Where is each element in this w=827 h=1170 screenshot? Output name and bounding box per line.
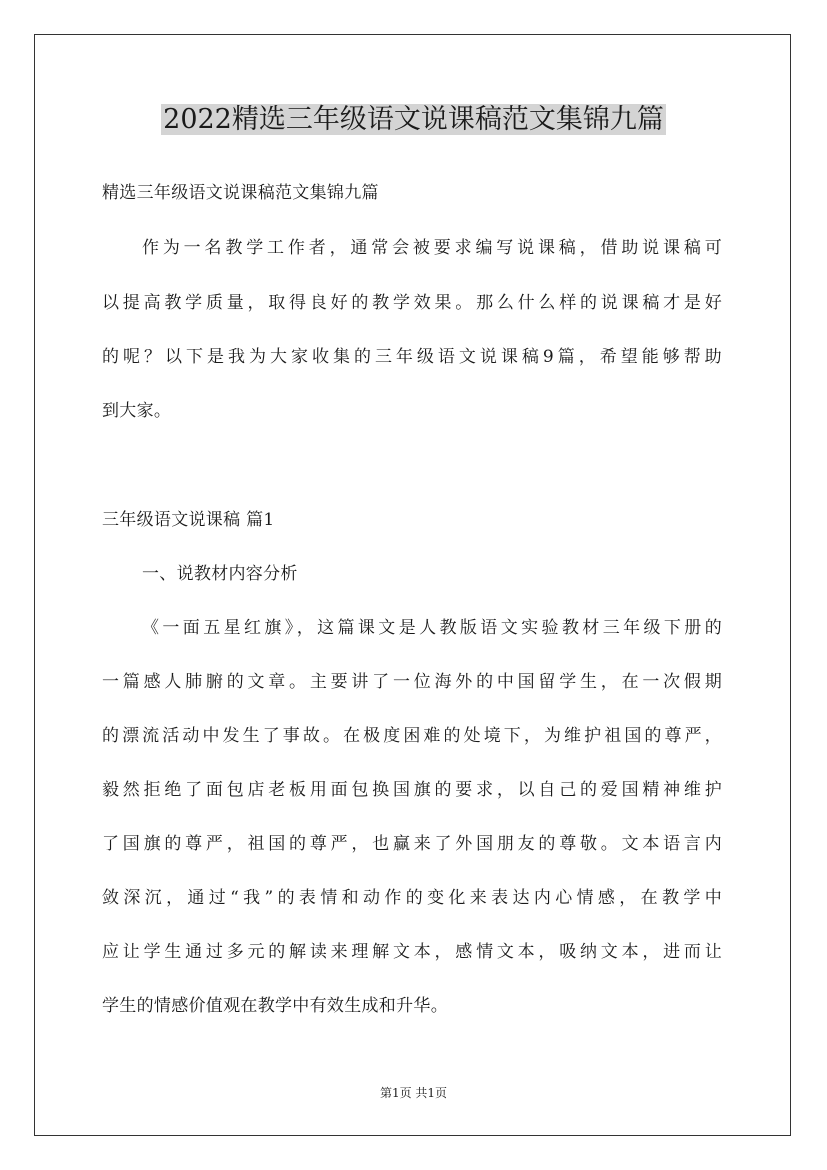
body-line-5: 了国旗的尊严，祖国的尊严，也赢来了外国朋友的尊敬。文本语言内: [102, 834, 722, 854]
body-line-1: 《一面五星红旗》，这篇课文是人教版语文实验教材三年级下册的: [142, 618, 722, 638]
intro-line-4: 到大家。: [102, 401, 172, 421]
section-heading: 三年级语文说课稿 篇1: [102, 510, 275, 530]
body-line-7: 应让学生通过多元的解读来理解文本，感情文本，吸纳文本，进而让: [102, 942, 722, 962]
document-subtitle: 精选三年级语文说课稿范文集锦九篇: [102, 183, 379, 203]
intro-line-2: 以提高教学质量，取得良好的教学效果。那么什么样的说课稿才是好: [102, 293, 722, 313]
intro-line-1: 作为一名教学工作者，通常会被要求编写说课稿，借助说课稿可: [142, 238, 722, 258]
body-line-6: 敛深沉，通过“我”的表情和动作的变化来表达内心情感，在教学中: [102, 888, 722, 908]
body-line-4: 毅然拒绝了面包店老板用面包换国旗的要求，以自己的爱国精神维护: [102, 780, 722, 800]
page-number-footer: 第1页 共1页: [379, 1086, 448, 1100]
document-title: [0, 100, 827, 140]
body-line-2: 一篇感人肺腑的文章。主要讲了一位海外的中国留学生，在一次假期: [102, 672, 722, 692]
body-line-8: 学生的情感价值观在教学中有效生成和升华。: [102, 996, 448, 1016]
body-line-3: 的漂流活动中发生了事故。在极度困难的处境下，为维护祖国的尊严，: [102, 726, 722, 746]
intro-line-3: 的呢？以下是我为大家收集的三年级语文说课稿9篇，希望能够帮助: [102, 347, 722, 367]
subheading: 一、说教材内容分析: [142, 564, 298, 584]
document-title-text: 2022精选三年级语文说课稿范文集锦九篇: [163, 104, 664, 135]
